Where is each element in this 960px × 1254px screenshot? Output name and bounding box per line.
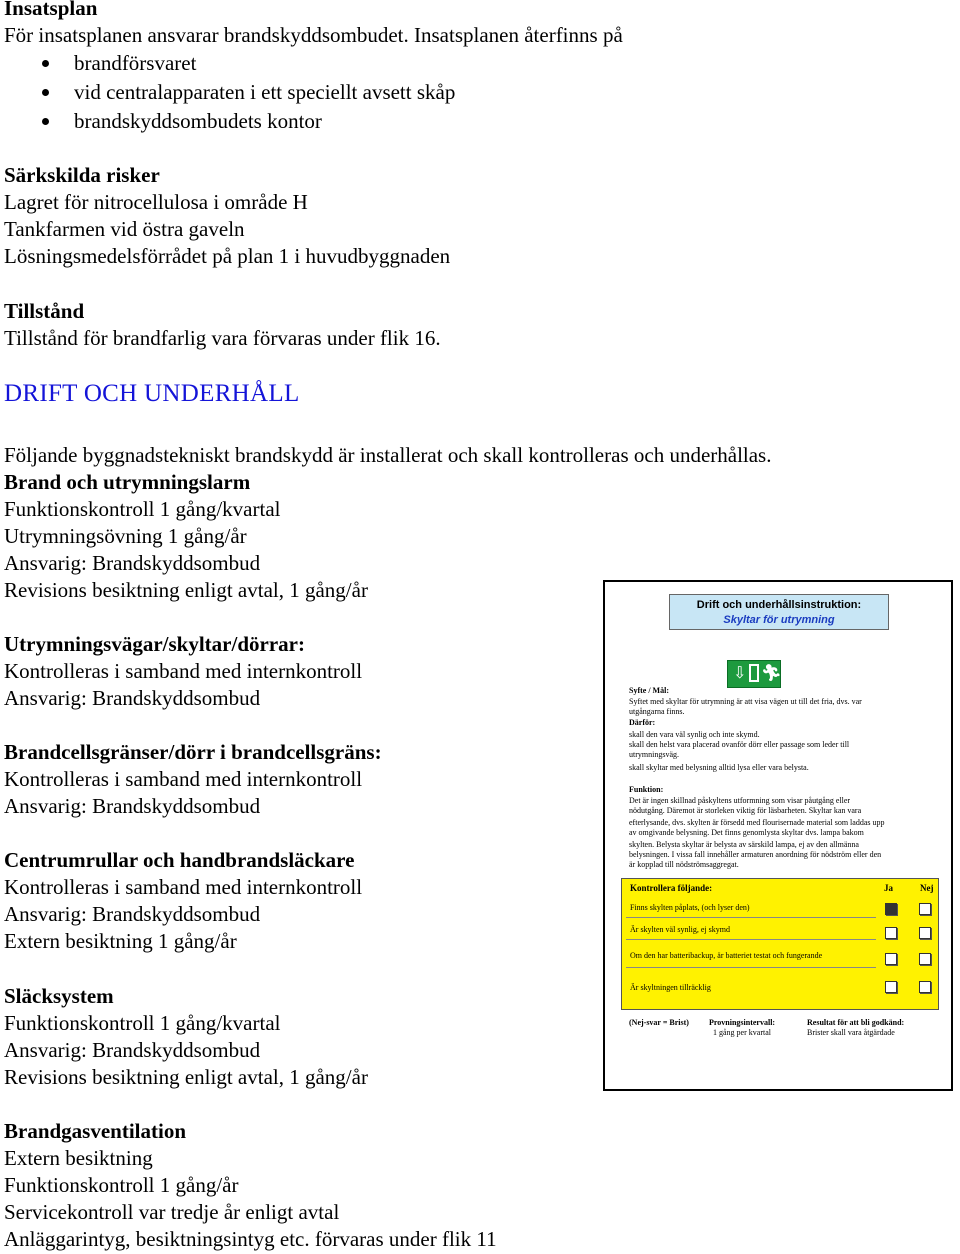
sheet-line: belysningen. I vissa fall innehåller armaturen anordning för nödström eller den [629, 850, 882, 859]
checkbox-no[interactable] [919, 981, 931, 993]
checklist-item: Är skyltningen tillräcklig [630, 983, 711, 992]
section-line: Servicekontroll var tredje år enligt avtal [4, 1200, 340, 1224]
bullet-icon [42, 60, 49, 67]
exit-sign-icon: ⇩ 🏃︎ [727, 660, 781, 688]
section-heading: Brandgasventilation [4, 1119, 187, 1143]
section-line: Ansvarig: Brandskyddsombud [4, 551, 261, 575]
sheet-line: Syftet med skyltar för utrymning är att visa vägen ut till det fria, dvs. var [629, 697, 862, 706]
sheet-line: utgångarna finns. [629, 707, 685, 716]
checkbox-yes[interactable] [885, 953, 897, 965]
section-heading: Brand och utrymningslarm [4, 470, 251, 494]
sheet-line: är kopplad till nödströmsaggregat. [629, 860, 739, 869]
checkbox-no[interactable] [919, 927, 931, 939]
divider [626, 917, 876, 918]
checkbox-yes[interactable] [885, 903, 897, 915]
sheet-title-box [669, 594, 889, 630]
section-line: Kontrolleras i samband med internkontroll [4, 659, 363, 683]
yes-column-label: Ja [884, 883, 893, 893]
drift-heading: DRIFT OCH UNDERHÅLL [4, 380, 300, 407]
section-line: Ansvarig: Brandskyddsombud [4, 1038, 261, 1062]
drift-intro: Följande byggnadstekniskt brandskydd är installerat och skall kontrolleras och underhållas. [4, 443, 772, 467]
sheet-line: skall den vara väl synlig och inte skymd. [629, 730, 760, 739]
sheet-line: Det är ingen skillnad påskyltens utformning som visar påutgång eller [629, 796, 851, 805]
footer-brist: (Nej-svar = Brist) [629, 1018, 689, 1027]
section-line: Utrymningsövning 1 gång/år [4, 524, 247, 548]
result-value: Brister skall vara åtgärdade [807, 1028, 895, 1037]
interval-value: 1 gång per kvartal [713, 1028, 771, 1037]
section-line: Revisions besiktning enligt avtal, 1 gång/år [4, 1065, 368, 1089]
section-line: Ansvarig: Brandskyddsombud [4, 794, 261, 818]
checklist-heading: Kontrollera följande: [630, 883, 713, 893]
checkbox-no[interactable] [919, 903, 931, 915]
bullet-icon [42, 89, 49, 96]
sheet-line: skylten. Belysta skyltar är belysta av särskild lampa, ej av den allmänna [629, 840, 859, 849]
instruction-sheet [603, 580, 953, 1091]
section-line: Extern besiktning 1 gång/år [4, 929, 237, 953]
sheet-line: nödutgång. Däremot är storleken viktig för läsbarheten. Skyltar kan vara [629, 806, 862, 815]
divider [626, 939, 876, 940]
insatsplan-heading: Insatsplan [4, 0, 98, 20]
section-line: Anläggarintyg, besiktningsintyg etc. förvaras under flik 11 [4, 1227, 497, 1251]
risk-line: Lagret för nitrocellulosa i område H [4, 190, 308, 214]
section-line: Funktionskontroll 1 gång/år [4, 1173, 239, 1197]
location-item: vid centralapparaten i ett speciellt avsett skåp [74, 80, 456, 104]
bullet-icon [42, 118, 49, 125]
checkbox-no[interactable] [919, 953, 931, 965]
sheet-line: utrymningsväg. [629, 750, 679, 759]
sheet-title: Drift och underhållsinstruktion: [696, 599, 862, 611]
location-item: brandskyddsombudets kontor [74, 109, 322, 133]
no-column-label: Nej [920, 883, 934, 893]
section-line: Kontrolleras i samband med internkontroll [4, 875, 363, 899]
section-line: Funktionskontroll 1 gång/kvartal [4, 1011, 281, 1035]
checklist-box [621, 878, 939, 1010]
checklist-item: Finns skylten påplats, (och lyser den) [630, 903, 750, 912]
insatsplan-intro: För insatsplanen ansvarar brandskyddsombudet. Insatsplanen återfinns på [4, 23, 623, 47]
section-line: Ansvarig: Brandskyddsombud [4, 686, 261, 710]
location-item: brandförsvaret [74, 51, 197, 75]
checklist-item: Är skylten väl synlig, ej skymd [630, 925, 730, 934]
purpose-heading: Syfte / Mål: [629, 686, 669, 695]
divider [626, 967, 876, 968]
section-line: Extern besiktning [4, 1146, 153, 1170]
section-heading: Centrumrullar och handbrandsläckare [4, 848, 355, 872]
sheet-line: skall skyltar med belysning alltid lysa eller vara belysta. [629, 763, 809, 772]
risk-line: Tankfarmen vid östra gaveln [4, 217, 245, 241]
permits-heading: Tillstånd [4, 299, 85, 323]
function-heading: Funktion: [629, 785, 664, 794]
section-heading: Utrymningsvägar/skyltar/dörrar: [4, 632, 305, 656]
interval-heading: Provningsintervall: [709, 1018, 776, 1027]
sheet-line: av omgivande belysning. Det finns genomlysta skyltar dvs. lampa bakom [629, 828, 864, 837]
permits-text: Tillstånd för brandfarlig vara förvaras under flik 16. [4, 326, 441, 350]
result-heading: Resultat för att bli godkänd: [807, 1018, 905, 1027]
sheet-line: skall den helst vara placerad ovanför dörr eller passage som leder till [629, 740, 850, 749]
sheet-subtitle: Skyltar för utrymning [723, 614, 835, 626]
checkbox-yes[interactable] [885, 927, 897, 939]
section-line: Revisions besiktning enligt avtal, 1 gång/år [4, 578, 368, 602]
section-heading: Släcksystem [4, 984, 114, 1008]
section-line: Kontrolleras i samband med internkontroll [4, 767, 363, 791]
sheet-line: efterlysande, dvs. skylten är försedd med flourisernade material som laddas upp [629, 818, 885, 827]
risk-line: Lösningsmedelsförrådet på plan 1 i huvudbyggnaden [4, 244, 451, 268]
section-heading: Brandcellsgränser/dörr i brandcellsgräns: [4, 740, 382, 764]
section-line: Funktionskontroll 1 gång/kvartal [4, 497, 281, 521]
section-line: Ansvarig: Brandskyddsombud [4, 902, 261, 926]
risks-heading: Särkskilda risker [4, 163, 160, 187]
checklist-item: Om den har batteribackup, är batteriet testat och fungerande [630, 951, 823, 960]
why-heading: Därför: [629, 718, 656, 727]
checkbox-yes[interactable] [885, 981, 897, 993]
